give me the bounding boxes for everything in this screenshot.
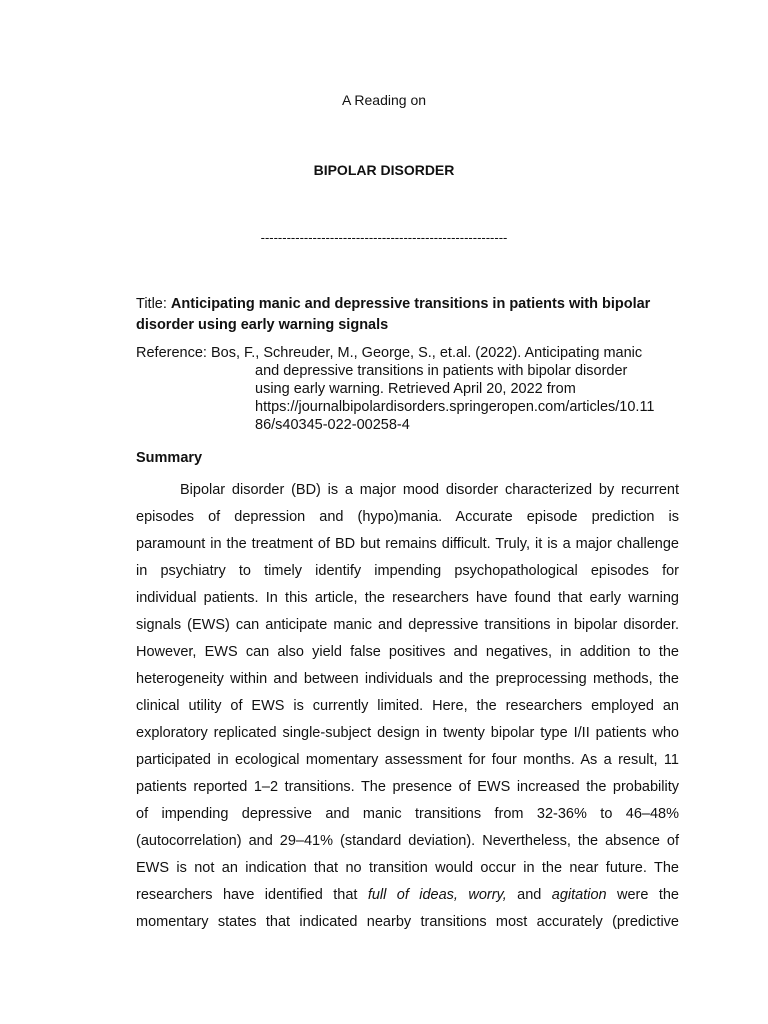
summary-line: of impending depressive and manic transitions from 32-36% to 46–48% [136, 806, 679, 822]
article-title-line-2: disorder using early warning signals [136, 317, 389, 333]
summary-body [136, 477, 679, 936]
summary-line: clinical utility of EWS is currently limited. Here, the researchers employed an [136, 698, 679, 714]
summary-line: participated in ecological momentary assessment for four months. As a result, 11 [136, 752, 679, 768]
summary-line: (autocorrelation) and 29–41% (standard deviation). Nevertheless, the absence of [136, 833, 679, 849]
document-title: BIPOLAR DISORDER [313, 162, 455, 178]
reference-line-3: using early warning. Retrieved April 20, 2022 from [255, 381, 576, 397]
italic-phrase-1: full of ideas, worry, [367, 887, 507, 903]
divider-line: --------------------------------------------------------- [260, 230, 508, 245]
reference-line-2: and depressive transitions in patients with bipolar disorder [255, 363, 628, 379]
summary-line: heterogeneity within and between individuals and the preprocessing methods, the [136, 671, 679, 687]
summary-line: in psychiatry to timely identify impending psychopathological episodes for [136, 563, 679, 579]
summary-line: EWS is not an indication that no transition would occur in the near future. The [136, 860, 679, 876]
italic-phrase-2: agitation [551, 887, 607, 903]
summary-line-mixed: researchers have identified that full of ideas, worry, and agitation were the [136, 887, 680, 903]
reference-block [136, 344, 681, 434]
summary-line: paramount in the treatment of BD but remains difficult. Truly, it is a major challenge [136, 536, 679, 552]
summary-line: exploratory replicated single-subject design in twenty bipolar type I/II patients who [136, 725, 679, 741]
article-title-line-1: Anticipating manic and depressive transitions in patients with bipolar [170, 296, 651, 312]
summary-line: episodes of depression and (hypo)mania. Accurate episode prediction is [136, 509, 679, 525]
reference-url-line-2: 86/s40345-022-00258-4 [255, 417, 410, 433]
document-subtitle: A Reading on [341, 92, 427, 108]
reference-url-line-1: https://journalbipolardisorders.springeropen.com/articles/10.11 [255, 399, 655, 415]
summary-line: patients reported 1–2 transitions. The presence of EWS increased the probability [136, 779, 679, 795]
reference-label: Reference: [136, 345, 207, 361]
summary-heading: Summary [136, 450, 203, 466]
summary-line: momentary states that indicated nearby transitions most accurately (predictive [136, 914, 679, 930]
reference-line-1: Reference: Bos, F., Schreuder, M., George, S., et.al. (2022). Anticipating manic [136, 345, 643, 361]
title-label: Title: [136, 296, 167, 312]
summary-line: individual patients. In this article, the researchers have found that early warning [136, 590, 679, 606]
summary-line: However, EWS can also yield false positives and negatives, in addition to the [136, 644, 679, 660]
summary-line: Bipolar disorder (BD) is a major mood disorder characterized by recurrent [180, 482, 679, 498]
summary-line: signals (EWS) can anticipate manic and depressive transitions in bipolar disorder. [136, 617, 679, 633]
article-title-block [136, 294, 676, 336]
